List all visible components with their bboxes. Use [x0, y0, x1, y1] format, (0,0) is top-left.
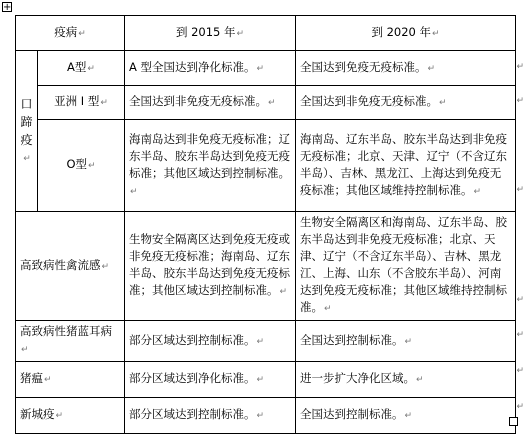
table-row [16, 212, 516, 321]
table-row [16, 86, 516, 120]
row-2020-text: 全国达到非免疫无疫标准。 [300, 94, 439, 108]
row-2015-cell[interactable]: 生物安全隔离区达到免疫无疫或非免疫无疫标准；海南岛、辽东半岛、胶东半岛达到免疫无疫标准；其他区域达到控制标准。↵ [125, 212, 296, 321]
row-name-cell[interactable]: 高致病性禽流感↵ [16, 212, 125, 321]
row-name: 新城疫 [20, 407, 55, 421]
table-row [16, 51, 516, 86]
row-2020-text: 进一步扩大净化区域。 [300, 371, 416, 385]
row-end-mark: ↵ [516, 366, 524, 376]
row-2015-cell[interactable]: 部分区域达到控制标准。↵ [125, 398, 296, 434]
header-disease-cell[interactable]: 疫病↵ [16, 16, 125, 51]
row-2020-cell[interactable]: 生物安全隔离区和海南岛、辽东半岛、胶东半岛达到非免疫无疫标准；北京、天津、辽宁（不含辽东半岛）、吉林、黑龙江、上海、山东（不含胶东半岛）、河南达到免疫无疫标准；其他区域维持控制标准。↵ [296, 212, 516, 321]
row-end-mark: ↵ [516, 96, 524, 106]
row-2020-cell[interactable]: 全国达到控制标准。↵ [296, 321, 516, 362]
mouth-char-1: 口 [20, 96, 33, 111]
disease-target-table [15, 15, 516, 434]
row-2020-cell[interactable]: 全国达到免疫无疫标准。↵ [296, 51, 516, 86]
row-name-cell[interactable]: A型↵ [38, 51, 125, 86]
row-name: 高致病性猪蓝耳病 [20, 324, 112, 338]
header-2015-cell[interactable]: 到 2015 年↵ [125, 16, 296, 51]
row-2015-cell[interactable]: A 型全国达到净化标准。↵ [125, 51, 296, 86]
table-row [16, 120, 516, 212]
row-name-cell[interactable]: 亚洲 I 型↵ [38, 86, 125, 120]
row-name-cell[interactable]: 猪瘟↵ [16, 362, 125, 398]
row-name: 高致病性禽流感 [20, 257, 101, 272]
row-2020-cell[interactable]: 全国达到控制标准。↵ [296, 398, 516, 434]
row-2015-text: 部分区域达到控制标准。 [129, 332, 256, 347]
row-end-mark: ↵ [516, 295, 524, 305]
mouth-char-3: 疫 [20, 132, 33, 147]
row-2015-text: 部分区域达到控制标准。 [129, 407, 256, 421]
row-2020-text: 全国达到控制标准。 [300, 407, 404, 421]
header-2020-label: 到 2020 年 [371, 24, 432, 39]
row-name: A型 [67, 59, 87, 74]
row-2020-text: 海南岛、辽东半岛、胶东半岛达到非免疫无疫标准；北京、天津、辽宁（不含辽东半岛）、吉林、黑龙江、上海达到免疫无疫标准；其他区域维持控制标准。 [300, 131, 508, 197]
row-name-cell[interactable]: 高致病性猪蓝耳病↵ [16, 321, 125, 362]
row-name: O型 [66, 157, 88, 171]
row-name: 亚洲 I 型 [54, 94, 100, 108]
row-2020-text: 生物安全隔离区和海南岛、辽东半岛、胶东半岛达到非免疫无疫标准；北京、天津、辽宁（不含辽东半岛）、吉林、黑龙江、上海、山东（不含胶东半岛）、河南达到免疫无疫标准；其他区域维持控制标准。 [300, 215, 508, 314]
row-2020-cell[interactable]: 海南岛、辽东半岛、胶东半岛达到非免疫无疫标准；北京、天津、辽宁（不含辽东半岛）、吉林、黑龙江、上海达到免疫无疫标准；其他区域维持控制标准。↵ [296, 120, 516, 212]
row-2020-cell[interactable]: 全国达到非免疫无疫标准。↵ [296, 86, 516, 120]
header-2015-label: 到 2015 年 [175, 24, 236, 39]
row-end-mark: ↵ [516, 62, 524, 72]
row-2015-text: 海南岛达到非免疫无疫标准；辽东半岛、胶东半岛达到免疫无疫标准；其他区域达到控制标准。 [129, 131, 291, 180]
table-resize-handle[interactable] [509, 417, 518, 426]
row-2015-cell[interactable]: 部分区域达到控制标准。↵ [125, 321, 296, 362]
table-header-row [16, 16, 516, 51]
row-name-cell[interactable]: 新城疫↵ [16, 398, 125, 434]
header-2020-cell[interactable]: 到 2020 年↵ [296, 16, 516, 51]
foot-and-mouth-group-cell[interactable]: 口 蹄 疫 ↵ [16, 51, 38, 212]
header-disease-label: 疫病 [54, 24, 78, 39]
table-row [16, 362, 516, 398]
row-name: 猪瘟 [20, 371, 43, 385]
row-name-cell[interactable]: O型↵ [38, 120, 125, 212]
row-2015-cell[interactable]: 部分区域达到净化标准。↵ [125, 362, 296, 398]
mouth-char-2: 蹄 [20, 114, 33, 129]
row-2015-text: 生物安全隔离区达到免疫无疫或非免疫无疫标准；海南岛、辽东半岛、胶东半岛达到免疫无疫标准；其他区域达到控制标准。 [129, 232, 291, 297]
row-2015-cell[interactable]: 全国达到非免疫无疫标准。↵ [125, 86, 296, 120]
row-2015-cell[interactable]: 海南岛达到非免疫无疫标准；辽东半岛、胶东半岛达到免疫无疫标准；其他区域达到控制标准。↵ [125, 120, 296, 212]
row-2015-text: 部分区域达到净化标准。 [129, 371, 256, 385]
row-end-mark: ↵ [516, 330, 524, 340]
row-2020-text: 全国达到免疫无疫标准。 [300, 59, 427, 74]
row-end-mark: ↵ [516, 185, 524, 195]
row-2020-text: 全国达到控制标准。 [300, 332, 404, 347]
row-2015-text: 全国达到非免疫无疫标准。 [129, 94, 268, 108]
table-move-handle[interactable]: + [3, 2, 12, 13]
table-row [16, 321, 516, 362]
table-row [16, 398, 516, 434]
row-2015-text: A 型全国达到净化标准。 [129, 59, 256, 74]
row-end-mark: ↵ [516, 402, 524, 412]
row-2020-cell[interactable]: 进一步扩大净化区域。↵ [296, 362, 516, 398]
